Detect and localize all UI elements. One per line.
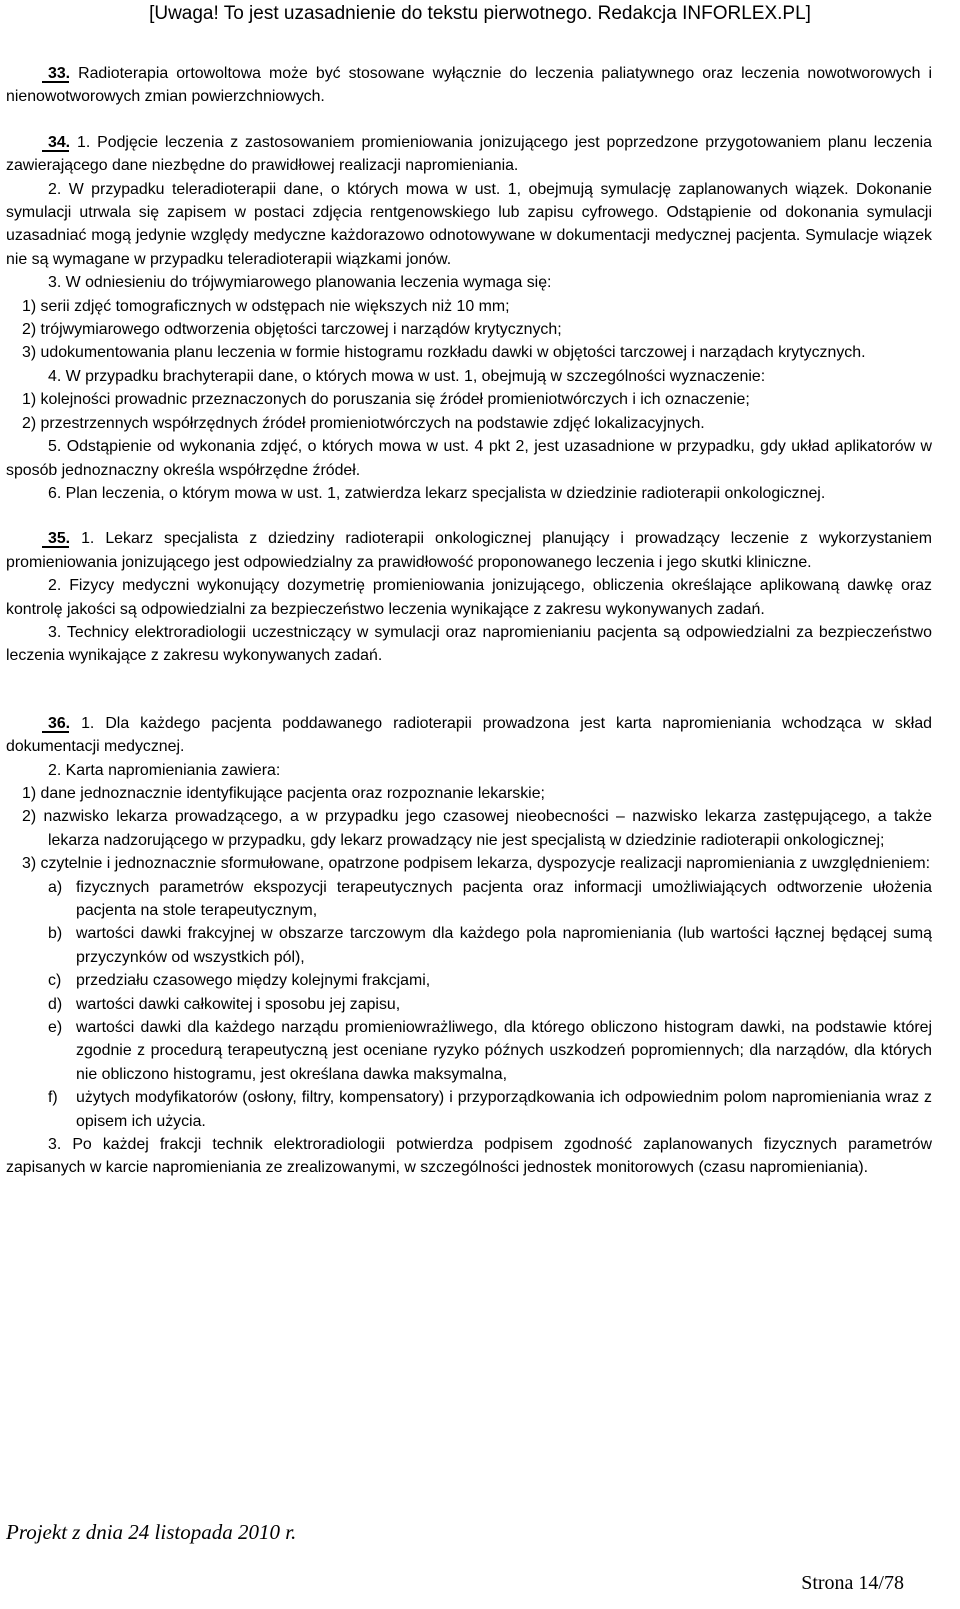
list-item: 3) udokumentowania planu leczenia w formie histogramu rozkładu dawki w objętości tarczowej i narządach krytycznych.	[22, 344, 866, 362]
section-34	[6, 131, 932, 178]
paragraph: 3. Technicy elektroradiologii uczestniczący w symulacji oraz napromienianiu pacjenta są odpowiedzialni za bezpieczeństwo leczenia wynikające z zakresu wykonywanych zadań.	[6, 623, 932, 665]
letter-item-d	[6, 993, 932, 1016]
section-text: Radioterapia ortowoltowa może być stosowane wyłącznie do leczenia paliatywnego oraz leczenia nowotworowych i nienowotworowych zmian powierzchniowych.	[6, 65, 932, 106]
letter-label: f)	[48, 1089, 58, 1107]
letter-item-c	[6, 969, 932, 992]
section-number: 36.	[48, 714, 71, 732]
list-item: 1) serii zdjęć tomograficznych w odstępach nie większych niż 10 mm;	[22, 297, 510, 315]
letter-text: wartości dawki całkowitej i sposobu jej zapisu,	[76, 995, 401, 1013]
paragraph: 1. Lekarz specjalista z dziedziny radioterapii onkologicznej planujący i prowadzący leczenie z wykorzystaniem promieniowania jonizującego jest odpowiedzialny za prawidłowość proponowanego leczenia i jego skutki kliniczne.	[6, 530, 932, 571]
page-number: Strona 14/78	[801, 1572, 904, 1594]
letter-text: wartości dawki frakcyjnej w obszarze tarczowym dla każdego pola napromieniania (lub wartości łącznej będącej sumą przyczynków od wszystkich pól),	[76, 925, 932, 966]
letter-label: c)	[48, 972, 62, 990]
inforlex-banner: [Uwaga! To jest uzasadnienie do tekstu pierwotnego. Redakcja INFORLEX.PL]	[149, 3, 811, 24]
letter-label: a)	[48, 878, 63, 896]
letter-item-f	[6, 1086, 932, 1133]
list-item: 2) trójwymiarowego odtworzenia objętości tarczowej i narządów krytycznych;	[22, 321, 562, 339]
letter-text: przedziału czasowego między kolejnymi frakcjami,	[76, 972, 431, 990]
paragraph: 3. W odniesieniu do trójwymiarowego planowania leczenia wymaga się:	[48, 274, 552, 292]
letter-text: użytych modyfikatorów (osłony, filtry, kompensatory) i przyporządkowania ich odpowiednim polom napromieniania wraz z opisem ich użycia.	[76, 1089, 932, 1130]
document-body	[6, 62, 932, 1180]
paragraph: 5. Odstąpienie od wykonania zdjęć, o których mowa w ust. 4 pkt 2, jest uzasadnione w przypadku, gdy układ aplikatorów w sposób jednoznaczny określa współrzędne źródeł.	[6, 438, 932, 479]
list-item: 2) nazwisko lekarza prowadzącego, a w przypadku jego czasowej nieobecności – nazwisko lekarza zastępującego, a także lekarza nadzorującego w przypadku, gdy lekarz prowadzący nie jest specjalistą w dziedzinie radioterapii onkologicznej;	[22, 808, 932, 849]
paragraph: 1. Podjęcie leczenia z zastosowaniem promieniowania jonizującego jest poprzedzone przygotowaniem planu leczenia zawierającego dane niezbędne do prawidłowej realizacji napromieniania.	[6, 133, 932, 175]
paragraph: 2. W przypadku teleradioterapii dane, o których mowa w ust. 1, obejmują symulację zaplanowanych wiązek. Dokonanie symulacji utrwala się zapisem w postaci zdjęcia rentgenowskiego lub zapisu cyfrowego. Odstąpienie od dokonania symulacji uzasadniać mogą jedynie względy medyczne każdorazowo odnotowywane w dokumentacji medycznej pacjenta. Symulacje wiązek nie są wymagane w przypadku teleradioterapii wiązkami jonów.	[6, 180, 932, 268]
list-item: 2) przestrzennych współrzędnych źródeł promieniotwórczych na podstawie zdjęć lokalizacyjnych.	[22, 414, 705, 432]
list-item: 1) kolejności prowadnic przeznaczonych do poruszania się źródeł promieniotwórczych i ich oznaczenie;	[22, 391, 750, 409]
paragraph: 3. Po każdej frakcji technik elektroradiologii potwierdza podpisem zgodność zaplanowanych fizycznych parametrów zapisanych w karcie napromieniania ze zrealizowanymi, w szczególności jednostek monitorowych (czasu napromieniania).	[6, 1136, 932, 1177]
section-number: 35.	[48, 530, 71, 548]
draft-date: Projekt z dnia 24 listopada 2010 r.	[6, 1520, 297, 1544]
section-36	[6, 712, 932, 759]
letter-label: d)	[48, 995, 63, 1013]
paragraph: 6. Plan leczenia, o którym mowa w ust. 1, zatwierdza lekarz specjalista w dziedzinie radioterapii onkologicznej.	[48, 484, 826, 502]
paragraph: 4. W przypadku brachyterapii dane, o których mowa w ust. 1, obejmują w szczególności wyznaczenie:	[48, 367, 766, 385]
letter-text: fizycznych parametrów ekspozycji terapeutycznych pacjenta oraz informacji umożliwiających odtworzenie ułożenia pacjenta na stole terapeutycznym,	[76, 878, 932, 919]
letter-item-a	[6, 876, 932, 923]
paragraph: 2. Fizycy medyczni wykonujący dozymetrię promieniowania jonizującego, obliczenia określające aplikowaną dawkę oraz kontrolę jakości są odpowiedzialni za bezpieczeństwo leczenia wynikające z zakresu wykonywanych zadań.	[6, 577, 932, 618]
letter-item-b	[6, 922, 932, 969]
letter-label: b)	[48, 925, 63, 943]
letter-item-e	[6, 1016, 932, 1086]
section-number: 33.	[48, 65, 71, 82]
section-number: 34.	[48, 133, 71, 151]
letter-label: e)	[48, 1019, 63, 1037]
section-35	[6, 527, 932, 574]
paragraph: 1. Dla każdego pacjenta poddawanego radioterapii prowadzona jest karta napromieniania wchodząca w skład dokumentacji medycznej.	[6, 714, 933, 756]
paragraph: 2. Karta napromieniania zawiera:	[48, 761, 281, 779]
letter-text: wartości dawki dla każdego narządu promieniowrażliwego, dla którego obliczono histogram dawki, na podstawie której zgodnie z procedurą terapeutyczną jest oceniane ryzyko późnych uszkodzeń popromiennych; dla narządów, dla których nie obliczono histogramu, jest określana dawka maksymalna,	[76, 1019, 932, 1083]
section-33	[6, 62, 932, 109]
list-item: 3) czytelnie i jednoznacznie sformułowane, opatrzone podpisem lekarza, dyspozycje realizacji napromieniania z uwzględnieniem:	[22, 855, 931, 873]
list-item: 1) dane jednoznacznie identyfikujące pacjenta oraz rozpoznanie lekarskie;	[22, 784, 545, 802]
